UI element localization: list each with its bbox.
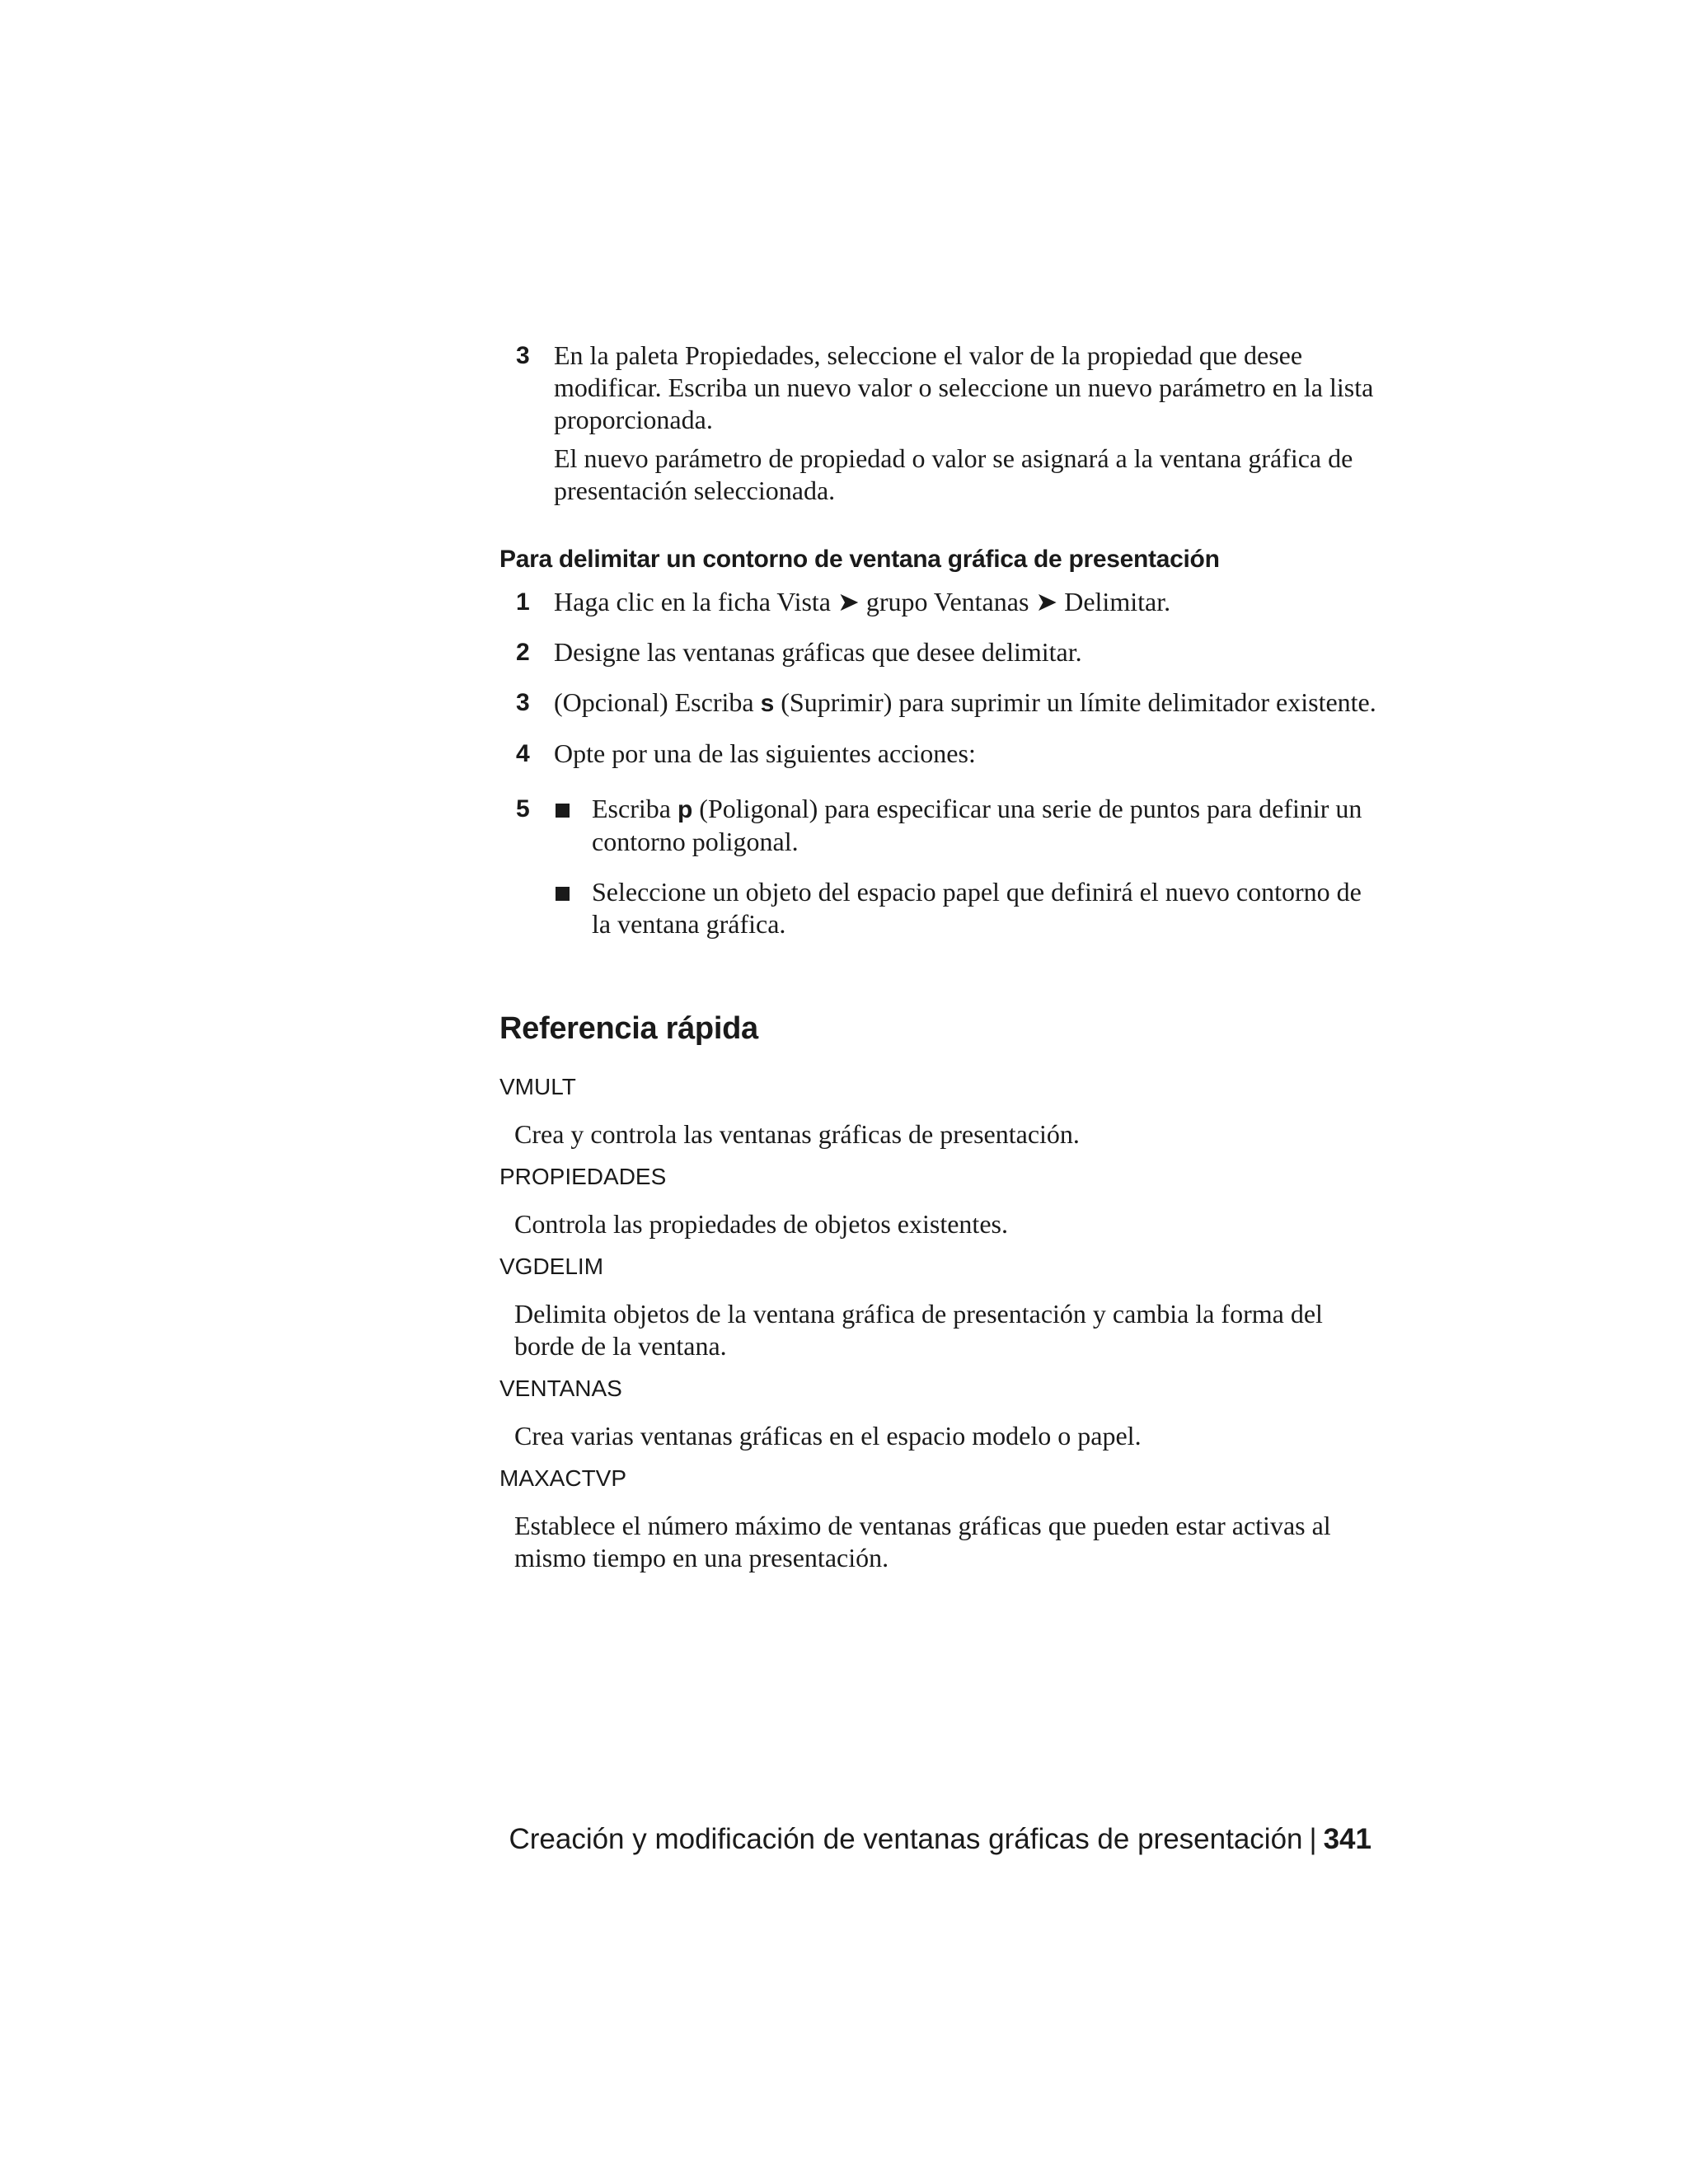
bullet-text-after: (Poligonal) para especificar una serie de puntos para definir un contorno poligonal.	[592, 794, 1362, 856]
command-key: s	[760, 690, 775, 717]
step-number: 3	[516, 342, 530, 369]
step-number: 1	[516, 588, 530, 616]
ref-description: Crea y controla las ventanas gráficas de presentación.	[514, 1119, 1080, 1149]
ref-command: VGDELIM	[499, 1254, 604, 1279]
command-key: p	[677, 796, 693, 823]
page-number: 341	[1323, 1823, 1372, 1855]
footer-separator: |	[1309, 1823, 1317, 1855]
ref-description: Crea varias ventanas gráficas en el espacio modelo o papel.	[514, 1421, 1142, 1451]
bullet-text	[592, 793, 1376, 858]
section-heading: Referencia rápida	[499, 1011, 758, 1046]
intro-step	[499, 340, 1376, 507]
ref-description: Controla las propiedades de objetos existentes.	[514, 1209, 1008, 1239]
step-text: Opte por una de las siguientes acciones:	[554, 738, 976, 768]
procedure-heading: Para delimitar un contorno de ventana gráfica de presentación	[499, 546, 1220, 573]
bullet-item	[499, 876, 1376, 940]
step-number: 3	[516, 689, 530, 716]
procedure-step-4	[499, 738, 1376, 770]
ref-description: Delimita objetos de la ventana gráfica de presentación y cambia la forma del borde de la ventana.	[514, 1299, 1323, 1361]
page-content	[499, 340, 1376, 1574]
footer-chapter-title: Creación y modificación de ventanas gráficas de presentación	[509, 1823, 1303, 1855]
step-text: Haga clic en la ficha Vista ➤ grupo Ventanas ➤ Delimitar.	[554, 587, 1171, 616]
step-text	[554, 687, 1376, 719]
step-text-after: (Suprimir) para suprimir un límite delimitador existente.	[774, 687, 1376, 717]
step-text: En la paleta Propiedades, seleccione el valor de la propiedad que desee modificar. Escriba un nuevo valor o seleccione un nuevo parámetro en la lista proporcionada.	[554, 340, 1374, 434]
ref-command: MAXACTVP	[499, 1465, 627, 1491]
square-bullet-icon	[556, 887, 570, 901]
procedure-step-3	[499, 687, 1376, 719]
procedure-step-2	[499, 636, 1376, 668]
ref-command: VMULT	[499, 1074, 576, 1099]
ref-command: VENTANAS	[499, 1376, 622, 1401]
bullet-item	[499, 793, 1376, 858]
ref-command: PROPIEDADES	[499, 1164, 667, 1189]
step-text-before: (Opcional) Escriba	[554, 687, 761, 717]
step-number: 5	[516, 795, 530, 823]
step-text: Designe las ventanas gráficas que desee delimitar.	[554, 637, 1082, 667]
procedure-step-1	[499, 586, 1376, 618]
page-footer	[509, 1821, 1372, 1858]
bullet-text: Seleccione un objeto del espacio papel que definirá el nuevo contorno de la ventana gráfica.	[592, 877, 1362, 939]
ref-description: Establece el número máximo de ventanas gráficas que pueden estar activas al mismo tiempo en una presentación.	[514, 1511, 1331, 1572]
step-result: El nuevo parámetro de propiedad o valor se asignará a la ventana gráfica de presentación seleccionada.	[554, 443, 1353, 505]
square-bullet-icon	[556, 804, 570, 818]
step-number: 2	[516, 639, 530, 666]
bullet-text-before: Escriba	[592, 794, 678, 823]
step-number: 4	[516, 740, 530, 767]
